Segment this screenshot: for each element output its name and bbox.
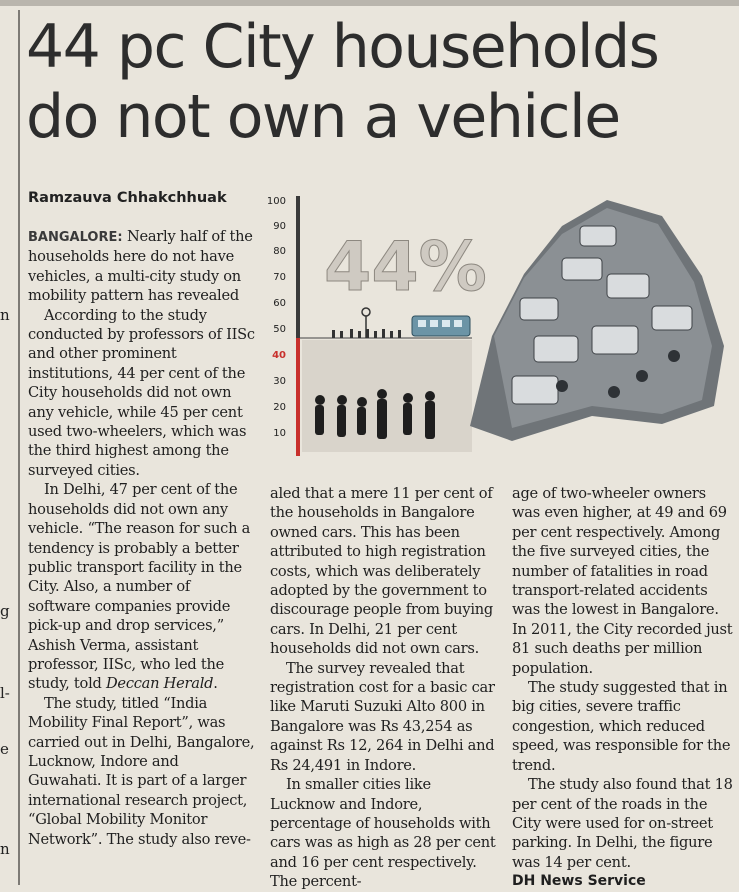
lead-paragraph bbox=[28, 227, 256, 306]
paragraph: The survey revealed that registration cost for a basic car like Maruti Suzuki Alto 800 in Bangalore was Rs 43,254 as against Rs 12, 264 in Delhi and Rs 24,491 in Indore. bbox=[270, 659, 495, 774]
headline-line-2: do not own a vehicle bbox=[26, 82, 620, 152]
tick-label: 100 bbox=[266, 196, 286, 207]
traffic-photo bbox=[470, 200, 724, 441]
margin-letter: n bbox=[0, 840, 10, 858]
paragraph: age of two-wheeler owners was even higher, at 49 and 69 per cent respectively. Among the five surveyed cities, the number of fatalities in road transport-related accidents was the lowest in Bangalore. In 2011, the City recorded just 81 such deaths per million population. bbox=[512, 485, 733, 677]
tick-label: 30 bbox=[273, 376, 286, 387]
percent-overlay: 44% bbox=[324, 228, 487, 307]
paragraph-text: In Delhi, 47 per cent of the households did not own any vehicle. “The reason for such a tendency is probably a better public transport facility in the City. Also, a number of software companies provide pick-up and drop services,” Ashish Verma, assistant professor, IISc, who led the study, told bbox=[28, 481, 251, 693]
paragraph: The study also found that 18 per cent of the roads in the City were used for on-street parking. In Delhi, the figure was 14 per cent. bbox=[512, 776, 733, 871]
paragraph: The study, titled “India Mobility Final Report”, was carried out in Delhi, Bangalore, Lucknow, Indore and Guwahati. It is part of a larger international research project, “Global Mobility Monitor Network”. The study also reve- bbox=[28, 694, 255, 848]
punctuation: . bbox=[213, 675, 218, 693]
paragraph: aled that a mere 11 per cent of the households in Bangalore owned cars. This has been attributed to high registration costs, which was deliberately adopted by the government to discourage people from buying cars. In Delhi, 21 per cent households did not own cars. bbox=[270, 485, 493, 658]
vehicle-ownership-infographic bbox=[262, 186, 732, 462]
headline-line-1: 44 pc City households bbox=[26, 12, 659, 82]
axis-ticks bbox=[267, 196, 286, 439]
paragraph bbox=[28, 480, 256, 693]
tick-label: 90 bbox=[273, 221, 286, 232]
axis-bar-upper bbox=[296, 196, 300, 338]
column-rule bbox=[18, 10, 20, 885]
tick-label: 20 bbox=[273, 402, 286, 413]
article-column-1 bbox=[28, 227, 256, 849]
tick-label: 70 bbox=[273, 272, 286, 283]
tick-label: 80 bbox=[273, 246, 286, 257]
page-top-edge bbox=[0, 0, 739, 6]
paragraph: The study suggested that in big cities, severe traffic congestion, which reduced speed, was responsible for the trend. bbox=[512, 679, 731, 774]
newspaper-name: Deccan Herald bbox=[105, 675, 214, 693]
dateline: BANGALORE: bbox=[28, 230, 123, 245]
tick-label-highlight: 40 bbox=[272, 350, 286, 361]
margin-letter: l- bbox=[0, 684, 10, 702]
axis-bar-lower bbox=[296, 338, 300, 456]
margin-letter: g bbox=[0, 602, 10, 620]
bus-stop-sign bbox=[362, 308, 370, 316]
lead-text: Nearly half of the households here do not have vehicles, a multi-city study on mobility pattern has revealed bbox=[28, 228, 253, 305]
tick-label: 50 bbox=[273, 324, 286, 335]
article-column-3 bbox=[512, 484, 734, 892]
margin-letter: n bbox=[0, 306, 10, 324]
tick-label: 60 bbox=[273, 298, 286, 309]
news-service-signature: DH News Service bbox=[512, 873, 646, 890]
margin-letter: e bbox=[0, 740, 9, 758]
paragraph: In smaller cities like Lucknow and Indore, percentage of households with cars was as high as 28 per cent and 16 per cent respectively. The percent- bbox=[270, 776, 496, 891]
headline bbox=[26, 12, 726, 152]
byline: Ramzauva Chhakchhuak bbox=[28, 190, 227, 206]
article-column-2 bbox=[270, 484, 496, 892]
tick-label: 10 bbox=[273, 428, 286, 439]
paragraph: According to the study conducted by professors of IISc and other prominent institutions, 44 per cent of the City households did not own any vehicle, while 45 per cent used two-wheelers, which was the third highest among the surveyed cities. bbox=[28, 306, 255, 479]
